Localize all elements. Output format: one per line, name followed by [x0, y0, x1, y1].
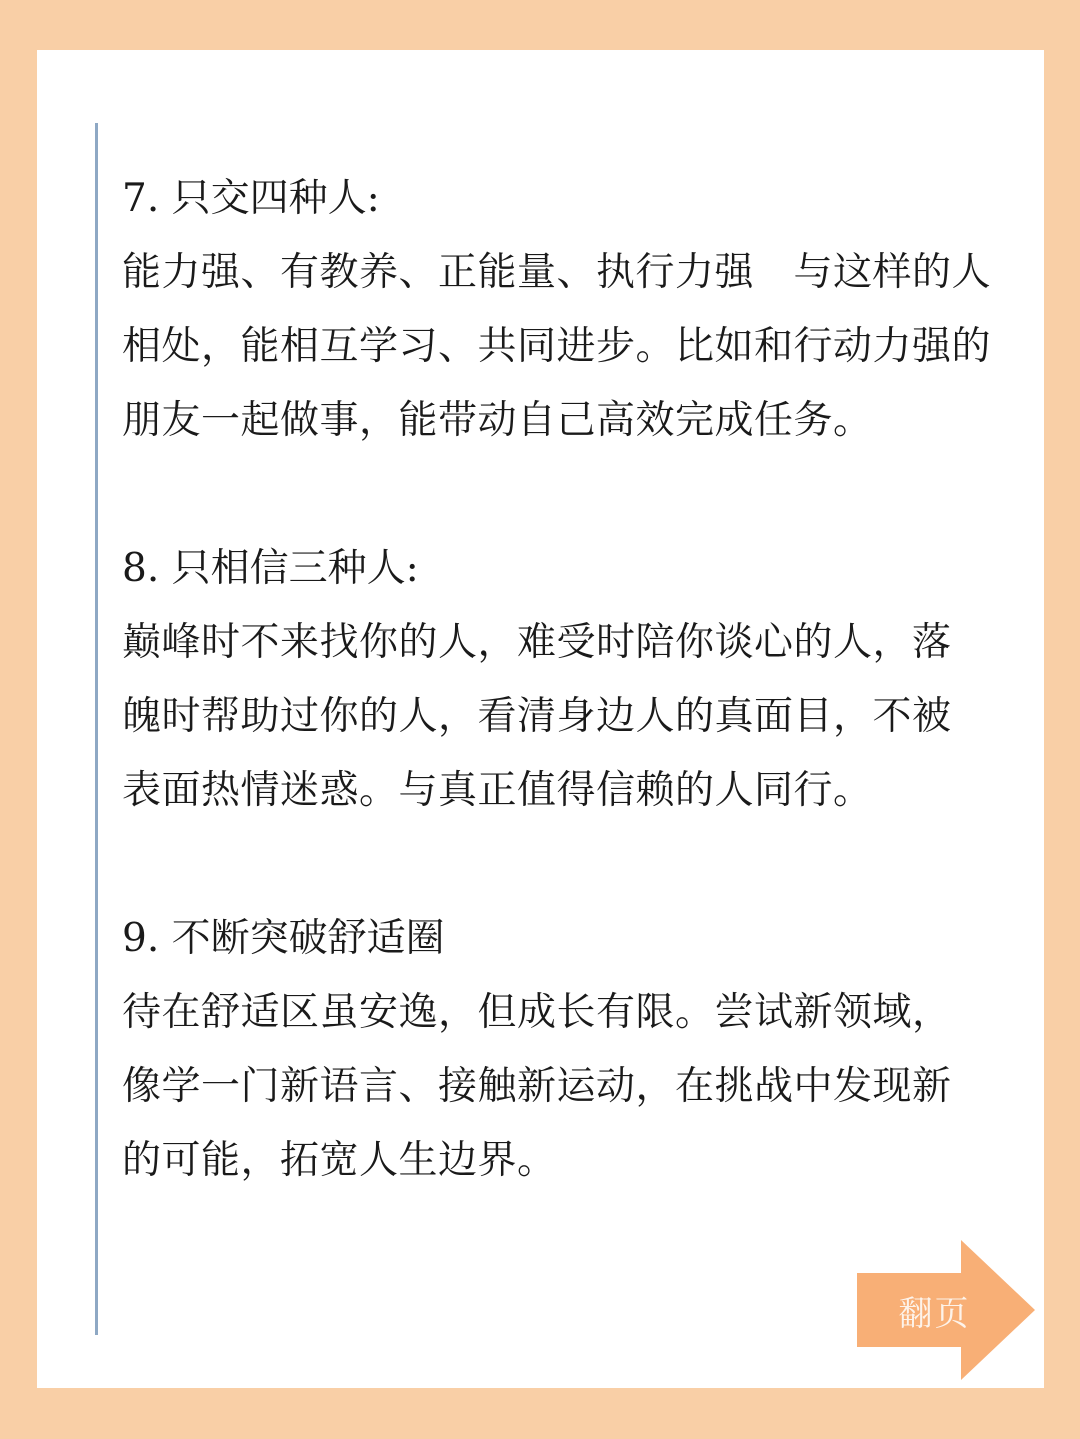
section-7 — [122, 162, 1002, 458]
section-text-line: 朋友一起做事，能带动自己高效完成任务。 — [122, 398, 873, 443]
accent-divider — [95, 123, 98, 1335]
section-8 — [122, 532, 1002, 828]
section-spacer — [122, 828, 1002, 902]
section-spacer — [122, 458, 1002, 532]
section-text-line: 巅峰时不来找你的人，难受时陪你谈心的人，落 — [122, 620, 952, 665]
content-card — [37, 50, 1044, 1388]
next-page-button[interactable] — [857, 1240, 1035, 1380]
section-text-line: 能力强、有教养、正能量、执行力强 与这样的人 — [122, 250, 992, 295]
next-page-label: 翻页 — [898, 1294, 971, 1334]
section-text-line: 像学一门新语言、接触新运动，在挑战中发现新 — [122, 1064, 952, 1109]
section-text-line: 魄时帮助过你的人，看清身边人的真面目，不被 — [122, 694, 952, 739]
section-text-line: 待在舒适区虽安逸，但成长有限。尝试新领域， — [122, 990, 952, 1035]
section-text-line: 的可能，拓宽人生边界。 — [122, 1138, 557, 1183]
section-text-line: 相处，能相互学习、共同进步。比如和行动力强的 — [122, 324, 992, 369]
article-body — [122, 162, 1002, 1198]
section-heading: 9. 不断突破舒适圈 — [122, 916, 445, 961]
section-9 — [122, 902, 1002, 1198]
section-heading: 8. 只相信三种人: — [122, 546, 419, 591]
section-text-line: 表面热情迷惑。与真正值得信赖的人同行。 — [122, 768, 873, 813]
section-heading: 7. 只交四种人: — [122, 176, 380, 221]
